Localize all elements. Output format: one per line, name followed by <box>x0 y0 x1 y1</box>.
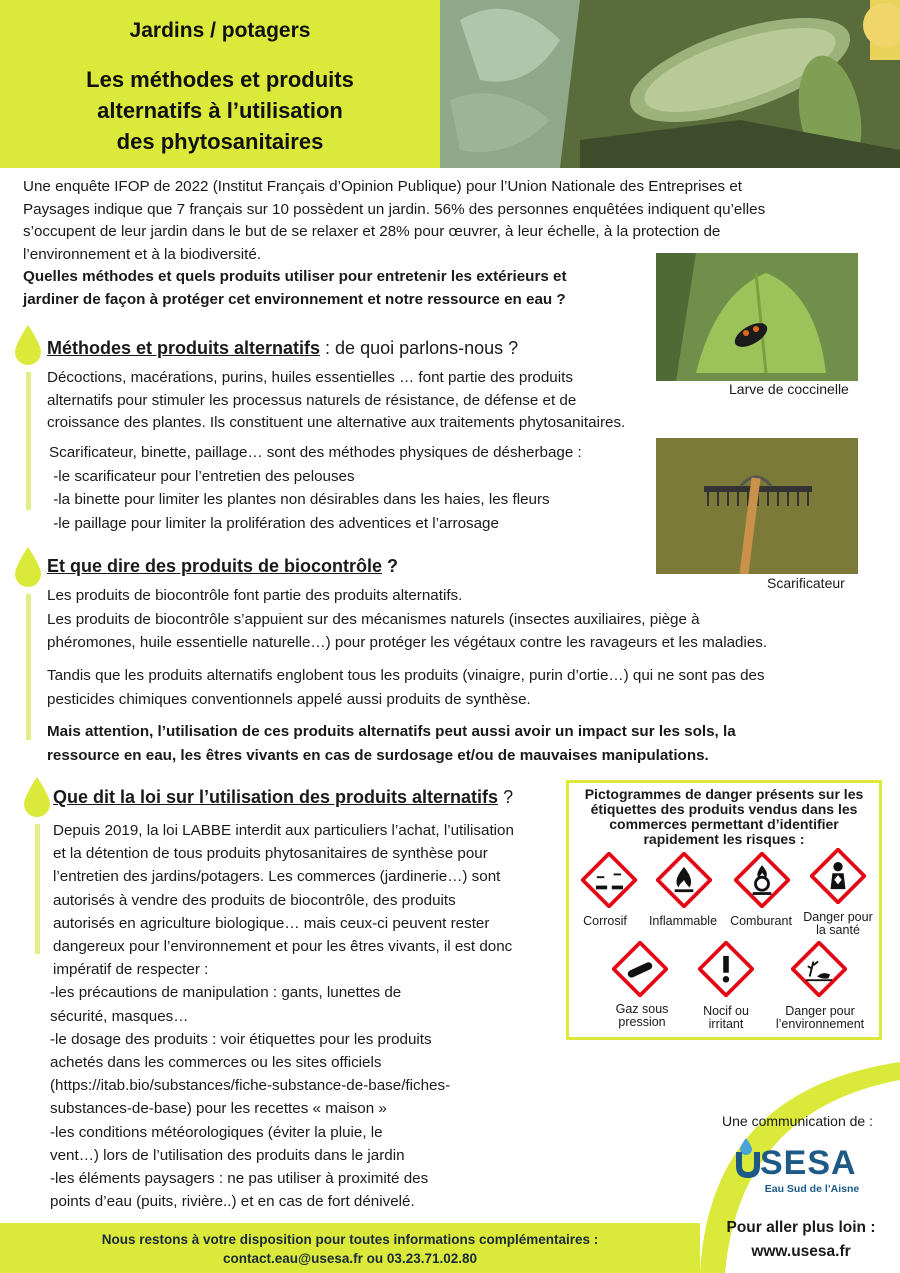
label-environment: Danger pour l’environnement <box>775 1004 865 1031</box>
footer-contact[interactable]: contact.eau@usesa.fr ou 03.23.71.02.80 <box>222 1251 478 1266</box>
section1-para1: Décoctions, macérations, purins, huiles essentielles … font partie des produits alternatifs pour stimuler les processus naturels de résistance, de défense et de croissance des plantes. Ils constituent une alternative aux traitements phytosanitaires. <box>47 369 626 431</box>
section1-heading: Méthodes et produits alternatifs : de quoi parlons-nous ? <box>47 338 519 358</box>
water-drop-icon <box>13 324 43 366</box>
water-drop-icon <box>22 776 52 818</box>
section2-para1: Les produits de biocontrôle font partie des produits alternatifs. Les produits de biocontrôle s’appuient sur des mécanismes naturels (insectes auxiliaires, piège à phéromones, huile essentielle naturelle…) pour protéger les végétaux contre les ravageurs et les maladies. <box>47 587 768 651</box>
label-harmful: Nocif ou irritant <box>703 1004 749 1031</box>
more-info: Pour aller plus loin : www.usesa.fr <box>712 1216 890 1264</box>
environment-icon <box>791 941 847 997</box>
section2-heading: Et que dire des produits de biocontrôle ? <box>47 556 399 576</box>
section3-rule <box>35 824 40 954</box>
page-title: Les méthodes et produits alternatifs à l’utilisation des phytosanitaires <box>86 67 354 154</box>
label-corrosive: Corrosif <box>583 914 627 928</box>
flame-icon <box>656 852 712 908</box>
intro-question: Quelles méthodes et quels produits utiliser pour entretenir les extérieurs et jardiner de façon à protéger cet environnement et notre ressource en eau ? <box>23 268 567 308</box>
label-oxidizer: Comburant <box>730 914 792 928</box>
footer-text: Nous restons à votre disposition pour toutes informations complémentaires : contact.eau@usesa.fr ou 03.23.71.02.80 <box>0 1232 700 1266</box>
section1-para2: Scarificateur, binette, paillage… sont des méthodes physiques de désherbage : -le scarificateur pour l’entretien des pelouses -la binette pour limiter les plantes non désirables dans les haies, les fleurs -le paillage pour limiter la prolifération des adventices et l’arrosage <box>49 444 582 532</box>
logo-subtitle: Eau Sud de l’Aisne <box>764 1183 860 1195</box>
section3-body: Depuis 2019, la loi LABBE interdit aux particuliers l’achat, l’utilisation et la détention de tous produits phytosanitaires de synthèse pour l’entretien des jardins/potagers. Les commerces (jardinerie…) sont autorisés à vendre des produits de biocontrôle, des produits autorisés en agriculture biologique… mais ceux-ci peuvent rester dangereux pour l’environnement et pour les êtres vivants, il est donc impératif de respecter : -les précautions de manipulation : gants, lunettes de sécurité, masques… -le dosage des produits : voir étiquettes pour les produits achetés dans les commerces ou les sites officiels (https://itab.bio/substances/fiche-substance-de-base/fiches- substances-de-base) pour les recettes « maison » -les conditions météorologiques (éviter la pluie, le vent…) lors de l’utilisation des produits dans le jardin -les éléments paysagers : ne pas utiliser à proximité des points d’eau (puits, rivière..) et en cas de fort dénivelé. <box>50 822 514 1211</box>
usesa-logo <box>732 1138 892 1198</box>
caption-scarifier: Scarificateur <box>767 575 845 591</box>
water-drop-icon <box>13 546 43 588</box>
gas-cylinder-icon <box>612 941 668 997</box>
pictogram-title: Pictogrammes de danger présents sur les étiquettes des produits vendus dans les commerces permettant d’identifier rapidement les risques : <box>584 786 864 847</box>
communication-label: Une communication de : <box>722 1113 873 1129</box>
logo-text: SESA <box>760 1144 857 1182</box>
label-flammable: Inflammable <box>648 914 718 928</box>
section3-heading: Que dit la loi sur l’utilisation des produits alternatifs ? <box>53 787 514 807</box>
category-title: Jardins / potagers <box>129 19 311 42</box>
section2-rule <box>26 594 31 740</box>
zucchini-photo <box>440 0 900 168</box>
exclamation-icon <box>698 941 754 997</box>
corrosive-icon <box>581 852 637 908</box>
section1-rule <box>26 372 31 510</box>
flame-over-circle-icon <box>734 852 790 908</box>
section2-warning: Mais attention, l’utilisation de ces produits alternatifs peut aussi avoir un impact sur les sols, la ressource en eau, les êtres vivants en cas de surdosage et/ou de mauvaises manipulations. <box>47 723 736 764</box>
section2-para2: Tandis que les produits alternatifs englobent tous les produits (vinaigre, purin d’ortie…) qui ne sont pas des pesticides chimiques conventionnels appelé aussi produits de synthèse. <box>47 667 765 708</box>
label-health-hazard: Danger pour la santé <box>803 910 873 937</box>
intro-paragraph: Une enquête IFOP de 2022 (Institut Français d’Opinion Publique) pour l’Union Nationale des Entreprises et Paysages indique que 7 français sur 10 possèdent un jardin. 56% des personnes enquêtées indiquent qu’elles s’occupent de leur jardin dans le but de se relaxer et 28% pour œuvrer, à leur échelle, à la protection de l’environnement et à la biodiversité. <box>23 178 766 263</box>
caption-ladybug: Larve de coccinelle <box>729 381 849 397</box>
label-gas: Gaz sous pression <box>615 1002 669 1029</box>
health-hazard-icon <box>810 848 866 904</box>
website-link[interactable]: www.usesa.fr <box>751 1243 851 1260</box>
scarifier-photo <box>656 438 858 574</box>
ladybug-larva-photo <box>656 253 858 381</box>
